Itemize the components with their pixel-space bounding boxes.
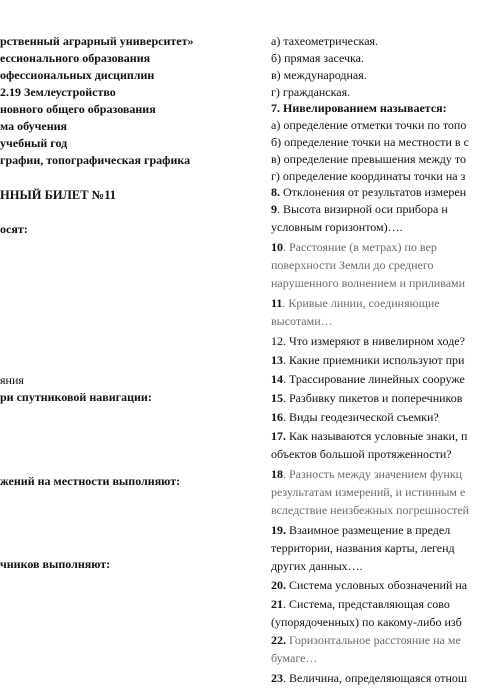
question-23	[271, 671, 467, 686]
question-9-line-2: условным горизонтом)….	[271, 220, 403, 234]
header-line-academic-year: учебный год	[0, 136, 68, 150]
question-number: 8.	[271, 185, 280, 199]
question-number: 15	[271, 391, 283, 405]
header-line-specialty: 2.19 Землеустройство	[0, 85, 116, 99]
option-d-2: г) определение координаты точки на з	[271, 169, 466, 183]
option-c-2: в) определение превышения между то	[271, 152, 466, 166]
header-line-study-form: ма обучения	[0, 119, 68, 133]
question-text: . Трассирование линейных сооруже	[283, 372, 465, 386]
question-text: . Система, представляющая сово	[283, 597, 450, 611]
question-19-line-1	[271, 523, 450, 538]
question-18-line-3: вследствие неизбежных погрешностей	[271, 503, 470, 517]
question-number: 14	[271, 372, 283, 386]
question-17-line-2: объектов большой протяженности?	[271, 447, 452, 461]
question-22-line-2: бумаге…	[271, 651, 318, 665]
question-text: Отклонения от результатов измерен	[283, 185, 467, 199]
question-number: 17.	[271, 429, 286, 443]
option-d-1: г) гражданская.	[271, 85, 351, 99]
question-18-line-1	[271, 467, 462, 482]
question-14	[271, 372, 465, 387]
question-13	[271, 353, 464, 368]
question-22-line-1	[271, 633, 461, 648]
question-number: 20.	[271, 578, 286, 592]
section-heading-1: осят:	[0, 222, 28, 236]
question-text: Взаимное размещение в предел	[289, 523, 451, 537]
header-line-subject: графии, топографическая графика	[0, 153, 191, 167]
question-16	[271, 410, 439, 425]
question-17-line-1	[271, 429, 467, 444]
section-heading-2: ри спутниковой навигации:	[0, 390, 152, 404]
header-line-education: ессионального образования	[0, 51, 151, 65]
question-11-line-2: высотами…	[271, 314, 333, 328]
right-column	[271, 0, 500, 700]
question-number: 19.	[271, 523, 286, 537]
question-15	[271, 391, 462, 406]
question-11-line-1	[271, 296, 440, 311]
question-number: 23	[271, 671, 283, 685]
question-10-line-2: поверхности Земли до среднего	[271, 258, 434, 272]
question-text: . Разбивку пикетов и поперечников	[283, 391, 463, 405]
question-9-line-1	[271, 202, 448, 217]
option-a-1: а) тахеометрическая.	[271, 34, 379, 48]
question-8	[271, 185, 466, 200]
question-18-line-2: результатам измерений, и истинным е	[271, 485, 466, 499]
header-line-university: рственный аграрный университет»	[0, 34, 194, 48]
question-21-line-1	[271, 597, 450, 612]
header-line-disciplines: офессиональных дисциплин	[0, 68, 155, 82]
question-text: . Кривые линии, соединяющие	[282, 296, 440, 310]
question-text: . Разность между значением функц	[283, 467, 463, 481]
option-b-2: б) определение точки на местности в с	[271, 135, 469, 149]
question-number: 10	[271, 240, 283, 254]
question-number: 22.	[271, 633, 286, 647]
header-line-general-education: новного общего образования	[0, 102, 156, 116]
question-19-line-3: других данных….	[271, 559, 363, 573]
left-fragment-text: яния	[0, 373, 24, 387]
question-text: Как называются условные знаки, п	[289, 429, 468, 443]
question-text: . Какие приемники используют при	[283, 353, 465, 367]
question-text: Нивелированием называется:	[283, 101, 447, 115]
question-text: . Величина, определяющаяся отнош	[283, 671, 468, 685]
question-number: 9	[271, 202, 277, 216]
question-number: 21	[271, 597, 283, 611]
section-heading-4: чников выполняют:	[0, 557, 111, 571]
question-21-line-2: (упорядоченных) по какому-либо изб	[271, 615, 462, 629]
question-number: 18	[271, 467, 283, 481]
question-text: . Высота визирной оси прибора н	[277, 202, 448, 216]
question-text: . Виды геодезической съемки?	[283, 410, 439, 424]
question-7	[271, 101, 447, 116]
option-a-2: а) определение отметки точки по топо	[271, 118, 467, 132]
question-10-line-3: нарушенного волнением и приливами	[271, 276, 466, 290]
question-text: Система условных обозначений на	[289, 578, 468, 592]
question-number: 13	[271, 353, 283, 367]
question-20	[271, 578, 467, 593]
section-heading-3: жений на местности выполняют:	[0, 474, 181, 488]
question-number: 16	[271, 410, 283, 424]
question-10-line-1	[271, 240, 437, 255]
option-c-1: в) международная.	[271, 68, 367, 82]
question-number: 7.	[271, 101, 280, 115]
question-text: . Расстояние (в метрах) по вер	[283, 240, 437, 254]
question-text: Горизонтальное расстояние на ме	[289, 633, 461, 647]
question-12: 12. Что измеряют в нивелирном ходе?	[271, 334, 465, 348]
question-number: 11	[271, 296, 283, 310]
question-19-line-2: территории, названия карты, легенд	[271, 541, 455, 555]
ticket-title: ННЫЙ БИЛЕТ №11	[0, 188, 117, 202]
option-b-1: б) прямая засечка.	[271, 51, 364, 65]
